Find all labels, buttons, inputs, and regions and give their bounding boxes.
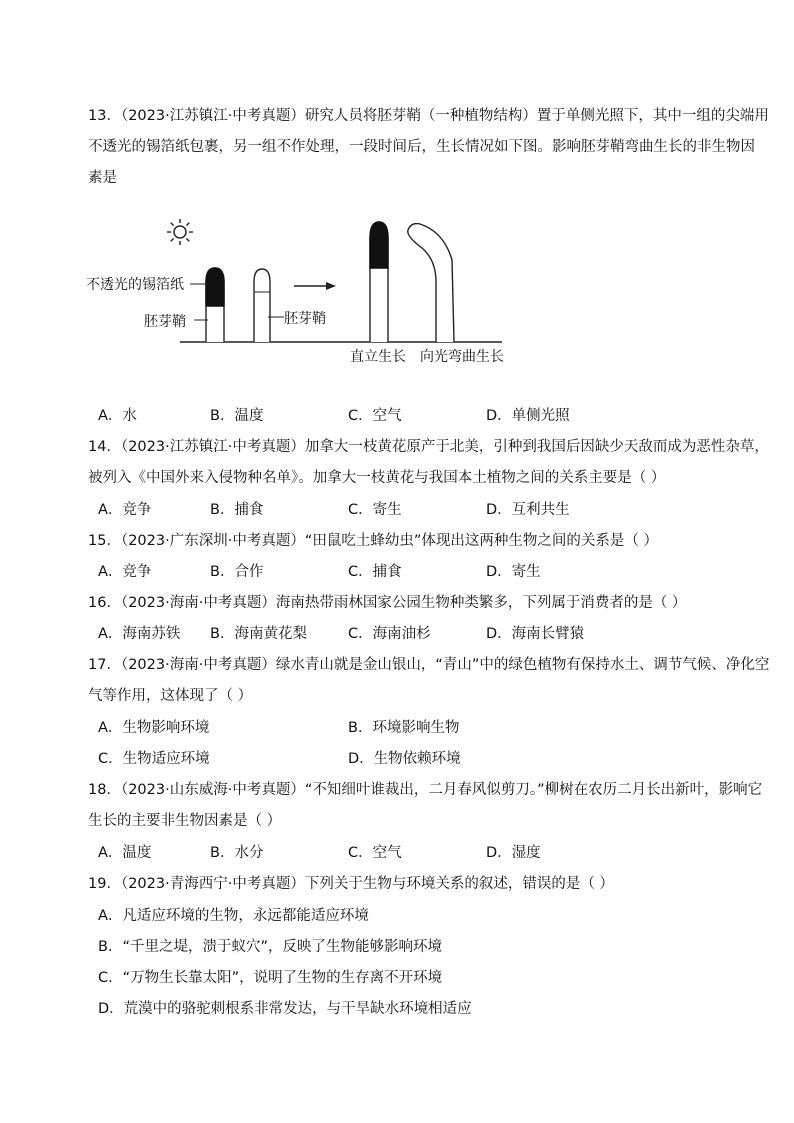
q16-option-d[interactable]: D．海南长臂猿 xyxy=(486,626,585,642)
upright-coleoptile-after xyxy=(370,222,388,342)
q13-line-2: 不透光的锡箔纸包裹，另一组不作处理，一段时间后，生长情况如下图。影响胚芽鞘弯曲生长的非生物因 xyxy=(88,139,755,155)
q19-line-1: 19．（2023·青海西宁·中考真题）下列关于生物与环境关系的叙述，错误的是（ ） xyxy=(88,876,614,892)
q13-line-3: 素是 xyxy=(88,170,117,186)
q15-line-1: 15．（2023·广东深圳·中考真题）“田鼠吃土蜂幼虫”体现出这两种生物之间的关系是（ ） xyxy=(88,533,658,549)
q14-line-2: 被列入《中国外来入侵物种名单》。加拿大一枝黄花与我国本土植物之间的关系主要是（ ） xyxy=(88,470,666,486)
q13-option-d[interactable]: D．单侧光照 xyxy=(486,408,570,424)
q13-option-b[interactable]: B．温度 xyxy=(210,408,264,424)
bent-growth-label: 向光弯曲生长 xyxy=(420,349,504,365)
q14-option-c[interactable]: C．寄生 xyxy=(348,502,402,518)
q15-option-a[interactable]: A．竞争 xyxy=(98,564,152,580)
q17-line-2: 气等作用，这体现了（ ） xyxy=(88,688,253,704)
q18-line-2: 生长的主要非生物因素是（ ） xyxy=(88,813,282,829)
q17-line-1: 17．（2023·海南·中考真题）绿水青山就是金山银山，“青山”中的绿色植物有保持水土、调节气候、净化空 xyxy=(88,657,770,673)
q19-option-b[interactable]: B．“千里之堤，溃于蚁穴”，反映了生物能够影响环境 xyxy=(98,939,442,955)
q15-option-c[interactable]: C．捕食 xyxy=(348,564,402,580)
arrow-right-icon xyxy=(294,282,336,290)
q15-option-d[interactable]: D．寄生 xyxy=(486,564,541,580)
q17-option-b[interactable]: B．环境影响生物 xyxy=(348,720,460,736)
q13-option-a[interactable]: A．水 xyxy=(98,408,137,424)
upright-growth-label: 直立生长 xyxy=(350,349,406,365)
q18-option-a[interactable]: A．温度 xyxy=(98,845,152,861)
q16-option-a[interactable]: A．海南苏铁 xyxy=(98,626,181,642)
q17-option-c[interactable]: C．生物适应环境 xyxy=(98,751,210,767)
q16-option-b[interactable]: B．海南黄花梨 xyxy=(210,626,307,642)
q14-line-1: 14．（2023·江苏镇江·中考真题）加拿大一枝黄花原产于北美，引种到我国后因缺少天敌而成为恶性杂草， xyxy=(88,439,769,455)
q18-line-1: 18．（2023·山东威海·中考真题）“不知细叶谁裁出，二月春风似剪刀。”柳树在农历二月长出新叶，影响它 xyxy=(88,782,763,798)
foil-label: 不透光的锡箔纸 xyxy=(86,277,184,293)
q14-option-a[interactable]: A．竞争 xyxy=(98,502,152,518)
sun-icon xyxy=(167,219,193,245)
q19-option-a[interactable]: A．凡适应环境的生物，永远都能适应环境 xyxy=(98,908,369,924)
q13-line-1: 13．（2023·江苏镇江·中考真题）研究人员将胚芽鞘（一种植物结构）置于单侧光照下，其中一组的尖端用 xyxy=(88,108,769,124)
q19-option-c[interactable]: C．“万物生长靠太阳”，说明了生物的生存离不开环境 xyxy=(98,970,443,986)
q18-option-b[interactable]: B．水分 xyxy=(210,845,264,861)
q18-option-c[interactable]: C．空气 xyxy=(348,845,402,861)
q14-option-d[interactable]: D．互利共生 xyxy=(486,502,570,518)
coleoptile-label-left: 胚芽鞘 xyxy=(144,314,186,330)
q17-option-d[interactable]: D．生物依赖环境 xyxy=(348,751,461,767)
coleoptile-label-right: 胚芽鞘 xyxy=(284,311,326,327)
q14-option-b[interactable]: B．捕食 xyxy=(210,502,264,518)
q16-line-1: 16．（2023·海南·中考真题）海南热带雨林国家公园生物种类繁多，下列属于消费者的是（ ） xyxy=(88,595,687,611)
bent-coleoptile-after xyxy=(408,224,454,342)
q19-option-d[interactable]: D．荒漠中的骆驼刺根系非常发达，与干旱缺水环境相适应 xyxy=(98,1001,472,1017)
q13-option-c[interactable]: C．空气 xyxy=(348,408,402,424)
foil-coleoptile-before xyxy=(206,268,224,342)
untreated-coleoptile-before xyxy=(254,269,270,342)
q17-option-a[interactable]: A．生物影响环境 xyxy=(98,720,210,736)
q15-option-b[interactable]: B．合作 xyxy=(210,564,264,580)
q16-option-c[interactable]: C．海南油杉 xyxy=(348,626,431,642)
q18-option-d[interactable]: D．湿度 xyxy=(486,845,541,861)
coleoptile-figure xyxy=(84,212,514,372)
